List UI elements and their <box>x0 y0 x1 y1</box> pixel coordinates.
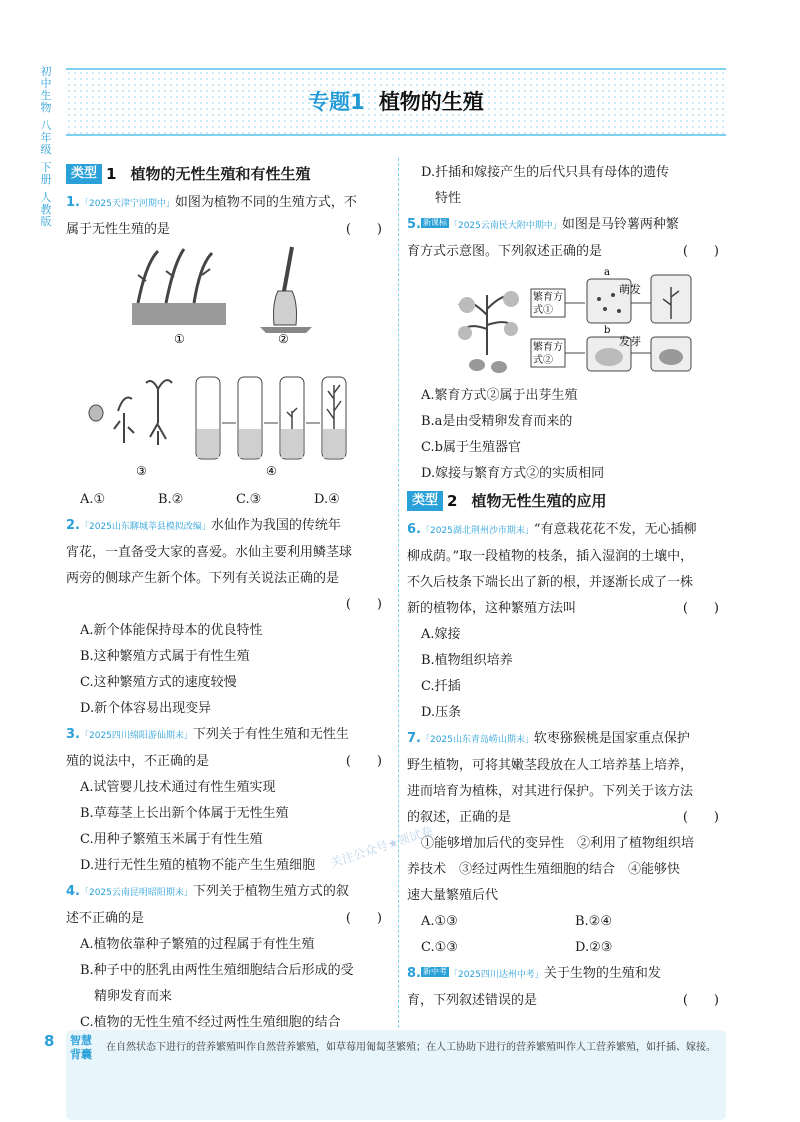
q2-source: 「2025山东聊城莘县模拟改编」 <box>79 522 211 532</box>
answer-blank[interactable]: ( ) <box>345 222 382 237</box>
q4-option-b-cont: 精卵发育而来 <box>94 989 173 1004</box>
q1-option-a[interactable]: A.① <box>80 492 106 507</box>
q1-option-c[interactable]: C.③ <box>236 492 262 507</box>
question-1 <box>66 190 392 513</box>
method1-label-b: 式① <box>533 305 553 316</box>
type1-heading <box>66 160 392 188</box>
type2-heading <box>407 487 729 515</box>
q1-number: 1. <box>66 195 80 210</box>
fig-label-sprout1: 萌发 <box>619 283 641 296</box>
q2-number: 2. <box>66 518 80 533</box>
type1-number: 1 <box>106 165 117 183</box>
q3-line: 殖的说法中，不正确的是 <box>66 754 210 769</box>
type1-badge: 类型 <box>66 164 102 184</box>
q7-statement: ①能够增加后代的变异性 ②利用了植物组织培 <box>421 836 695 851</box>
potato-plant-illustration <box>458 291 519 373</box>
q7-option-a[interactable]: A.①③ <box>421 914 458 929</box>
q4-option-a[interactable]: A.植物依靠种子繁殖的过程属于有性生殖 <box>80 937 315 952</box>
title-number: 专题1 <box>308 90 365 114</box>
q5-figure <box>407 265 729 383</box>
answer-blank[interactable]: ( ) <box>345 911 382 926</box>
type2-title: 植物无性生殖的应用 <box>471 492 607 510</box>
q7-options-row-2 <box>407 935 729 961</box>
q6-option-a[interactable]: A.嫁接 <box>421 627 461 642</box>
method2-label-b: 式② <box>533 355 553 366</box>
q6-option-c[interactable]: C.扦插 <box>421 679 461 694</box>
q2-line: 宵花，一直备受大家的喜爱。水仙主要利用鳞茎球 <box>66 545 353 560</box>
q3-number: 3. <box>66 727 80 742</box>
tissue-culture-illustration <box>196 377 346 459</box>
q6-option-d[interactable]: D.压条 <box>421 705 462 720</box>
q2-option-d[interactable]: D.新个体容易出现变异 <box>80 701 212 716</box>
type2-badge: 类型 <box>407 491 443 511</box>
q1-options <box>66 487 392 513</box>
q8-number: 8. <box>407 966 421 981</box>
fig-label-4: ④ <box>266 464 277 478</box>
q7-source: 「2025山东青岛崂山期末」 <box>420 735 534 745</box>
q7-options-row-1 <box>407 909 729 935</box>
left-column <box>66 160 392 1036</box>
right-column <box>407 160 729 1014</box>
q4-line: 下列关于植物生殖方式的叙 <box>192 884 349 899</box>
title-bar <box>66 68 726 136</box>
answer-blank[interactable]: ( ) <box>345 597 382 612</box>
answer-blank[interactable]: ( ) <box>682 601 719 616</box>
q5-source: 「2025云南民大附中期中」 <box>448 221 562 231</box>
q2-line: 水仙作为我国的传统年 <box>210 518 341 533</box>
q4-number: 4. <box>66 884 80 899</box>
q1-source: 「2025天津宁河期中」 <box>79 199 175 209</box>
q1-line: 如图为植物不同的生殖方式，不 <box>174 195 357 210</box>
q6-line: 不久后枝条下端长出了新的根，并逐渐长成了一株 <box>407 575 694 590</box>
layering-illustration <box>132 249 226 325</box>
q8-new-badge: 新中考 <box>422 967 447 976</box>
page-title <box>66 86 726 116</box>
fig-label-a: a <box>604 267 610 278</box>
side-tab-edition: 人教版 <box>40 191 52 228</box>
question-5 <box>407 212 729 487</box>
q7-line: 野生植物，可将其嫩茎段放在人工培养基上培养， <box>407 758 694 773</box>
q5-figure-svg <box>407 265 729 383</box>
grafting-illustration <box>260 247 312 333</box>
q7-option-d[interactable]: D.②③ <box>575 940 613 955</box>
q1-figure-svg <box>66 243 392 487</box>
q5-new-badge: 新课标 <box>422 218 447 227</box>
question-2 <box>66 513 392 722</box>
q7-option-b[interactable]: B.②④ <box>575 914 612 929</box>
fig-label-2: ② <box>278 332 289 346</box>
q6-line: 新的植物体，这种繁殖方法叫 <box>407 601 577 616</box>
question-7 <box>407 726 729 961</box>
fig-label-sprout2: 发芽 <box>619 335 641 348</box>
q5-option-b[interactable]: B.a是由受精卵发育而来的 <box>421 414 573 429</box>
q3-line: 下列关于有性生殖和无性生 <box>192 727 349 742</box>
q2-option-c[interactable]: C.这种繁殖方式的速度较慢 <box>80 675 237 690</box>
column-divider <box>398 158 399 1028</box>
fig-label-1: ① <box>174 332 185 346</box>
q5-option-a[interactable]: A.繁育方式②属于出芽生殖 <box>421 388 578 403</box>
fig-label-b: b <box>604 325 611 336</box>
q4-line: 述不正确的是 <box>66 911 145 926</box>
q4-option-b[interactable]: B.种子中的胚乳由两性生殖细胞结合后形成的受 <box>80 963 354 978</box>
answer-blank[interactable]: ( ) <box>345 754 382 769</box>
q3-option-a[interactable]: A.试管婴儿技术通过有性生殖实现 <box>80 780 276 795</box>
method1-label-a: 繁育方 <box>533 292 563 303</box>
q7-number: 7. <box>407 731 421 746</box>
watermark: 关注公众号★领试卷 <box>328 823 435 871</box>
title-text: 植物的生殖 <box>378 90 484 114</box>
q7-statement: 养技术 ③经过两性生殖细胞的结合 ④能够快 <box>407 862 681 877</box>
q4-option-d-cont: 特性 <box>435 191 462 206</box>
q8-line: 关于生物的生殖和发 <box>543 966 661 981</box>
germination-illustration <box>89 380 172 445</box>
answer-blank[interactable]: ( ) <box>682 810 719 825</box>
tip-badge: 智慧背囊 <box>70 1034 92 1061</box>
q1-figure <box>66 243 392 487</box>
q1-option-d[interactable]: D.④ <box>314 492 340 507</box>
q3-option-b[interactable]: B.草莓茎上长出新个体属于无性生殖 <box>80 806 289 821</box>
answer-blank[interactable]: ( ) <box>682 993 719 1008</box>
q8-line: 育，下列叙述错误的是 <box>407 993 538 1008</box>
question-4 <box>66 879 392 1036</box>
tip-box <box>66 1030 726 1120</box>
type1-title: 植物的无性生殖和有性生殖 <box>130 165 311 183</box>
page-number: 8 <box>44 1032 55 1050</box>
q7-line: 软枣猕猴桃是国家重点保护 <box>533 731 690 746</box>
type2-number: 2 <box>447 492 458 510</box>
q7-line: 进而培育为植株，对其进行保护。下列关于该方法 <box>407 784 694 799</box>
q5-number: 5. <box>407 217 421 232</box>
method2-label-a: 繁育方 <box>533 342 563 353</box>
q4-option-d[interactable]: D.扦插和嫁接产生的后代只具有母体的遗传 <box>421 165 670 180</box>
q6-number: 6. <box>407 522 421 537</box>
q4-source: 「2025云南昆明昭阳期末」 <box>79 888 193 898</box>
q5-option-d[interactable]: D.嫁接与繁育方式②的实质相同 <box>421 466 605 481</box>
q2-option-b[interactable]: B.这种繁殖方式属于有性生殖 <box>80 649 250 664</box>
side-tab-grade: 八年级 <box>40 119 52 156</box>
question-6 <box>407 517 729 726</box>
q5-line: 如图是马铃薯两种繁 <box>561 217 679 232</box>
q7-line: 的叙述，正确的是 <box>407 810 512 825</box>
q5-option-c[interactable]: C.b属于生殖器官 <box>421 440 521 455</box>
q6-line: “有意栽花花不发，无心插柳 <box>533 522 697 537</box>
q5-line: 育方式示意图。下列叙述正确的是 <box>407 244 603 259</box>
q1-line: 属于无性生殖的是 <box>66 222 171 237</box>
side-tab-subject: 初中生物 <box>40 65 52 114</box>
question-8 <box>407 961 729 1014</box>
q7-statement: 速大量繁殖后代 <box>407 888 499 903</box>
q4-option-c[interactable]: C.植物的无性生殖不经过两性生殖细胞的结合 <box>80 1015 341 1030</box>
q3-option-d[interactable]: D.进行无性生殖的植物不能产生生殖细胞 <box>80 858 316 873</box>
q6-line: 柳成荫。”取一段植物的枝条，插入湿润的土壤中， <box>407 549 694 564</box>
q2-line: 两旁的侧球产生新个体。下列有关说法正确的是 <box>66 571 340 586</box>
q3-option-c[interactable]: C.用种子繁殖玉米属于有性生殖 <box>80 832 263 847</box>
side-tab <box>38 66 54 234</box>
side-tab-volume: 下册 <box>40 161 52 186</box>
q1-option-b[interactable]: B.② <box>158 492 184 507</box>
fig-label-3: ③ <box>136 464 147 478</box>
answer-blank[interactable]: ( ) <box>682 244 719 259</box>
q6-source: 「2025湖北荆州沙市期末」 <box>420 526 534 536</box>
q7-option-c[interactable]: C.①③ <box>421 940 458 955</box>
tip-text: 在自然状态下进行的营养繁殖叫作自然营养繁殖，如草莓用匍匐茎繁殖；在人工协助下进行的营养繁殖叫作人工营养繁殖，如扦插、嫁接。 <box>106 1042 716 1053</box>
q3-source: 「2025四川绵阳游仙期末」 <box>79 731 193 741</box>
q2-option-a[interactable]: A.新个体能保持母本的优良特性 <box>80 623 263 638</box>
q6-option-b[interactable]: B.植物组织培养 <box>421 653 513 668</box>
q8-source: 「2025四川达州中考」 <box>448 970 544 980</box>
